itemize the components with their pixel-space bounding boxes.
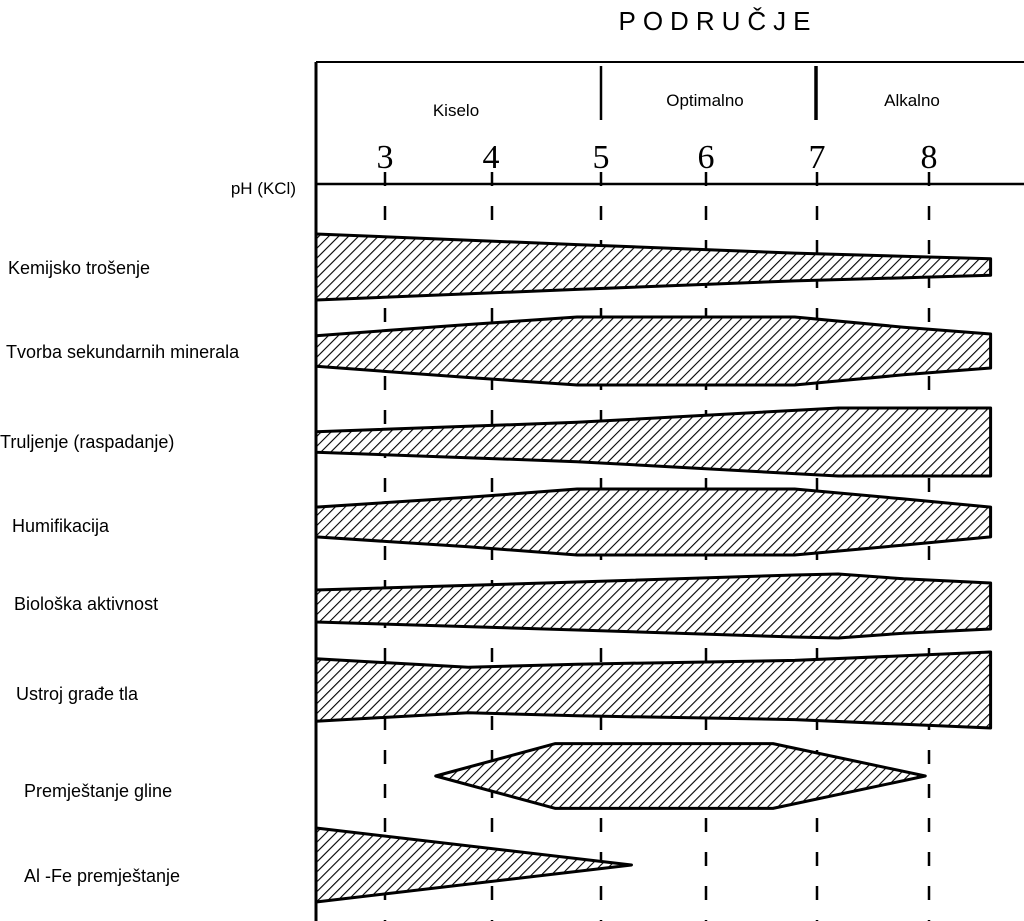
diagram-title: PODRUČJE: [618, 6, 818, 36]
tick-label: 5: [592, 139, 610, 176]
row-label-chemical-weathering: Kemijsko trošenje: [8, 258, 151, 278]
tick-label: 3: [376, 139, 394, 176]
band-soil-structure: [316, 652, 991, 728]
zone-label-acid: Kiselo: [432, 101, 480, 120]
zone-label-optimal: Optimalno: [666, 91, 744, 110]
row-label-secondary-minerals: Tvorba sekundarnih minerala: [6, 342, 240, 362]
zone-label-alkaline: Alkalno: [884, 91, 940, 110]
row-label-biological-activity: Biološka aktivnost: [14, 594, 159, 614]
band-humification: [316, 489, 991, 555]
row-label-humification: Humifikacija: [12, 516, 110, 536]
row-label-soil-structure: Ustroj građe tla: [16, 684, 139, 704]
band-al-fe-translocation: [316, 828, 632, 902]
band-biological-activity: [316, 574, 991, 638]
band-clay-translocation: [436, 744, 926, 809]
tick-label: 6: [697, 139, 715, 176]
row-label-al-fe-translocation: Al -Fe premještanje: [24, 866, 181, 886]
band-secondary-minerals: [316, 317, 991, 385]
band-chemical-weathering: [316, 234, 991, 300]
tick-label: 4: [482, 139, 500, 176]
row-label-clay-translocation: Premještanje gline: [24, 781, 173, 801]
row-label-decay: Truljenje (raspadanje): [0, 432, 175, 452]
process-bands: [316, 234, 991, 902]
band-decay: [316, 408, 991, 476]
axis-label: pH (KCl): [230, 179, 296, 198]
tick-label: 8: [920, 139, 938, 176]
tick-label: 7: [808, 139, 826, 176]
